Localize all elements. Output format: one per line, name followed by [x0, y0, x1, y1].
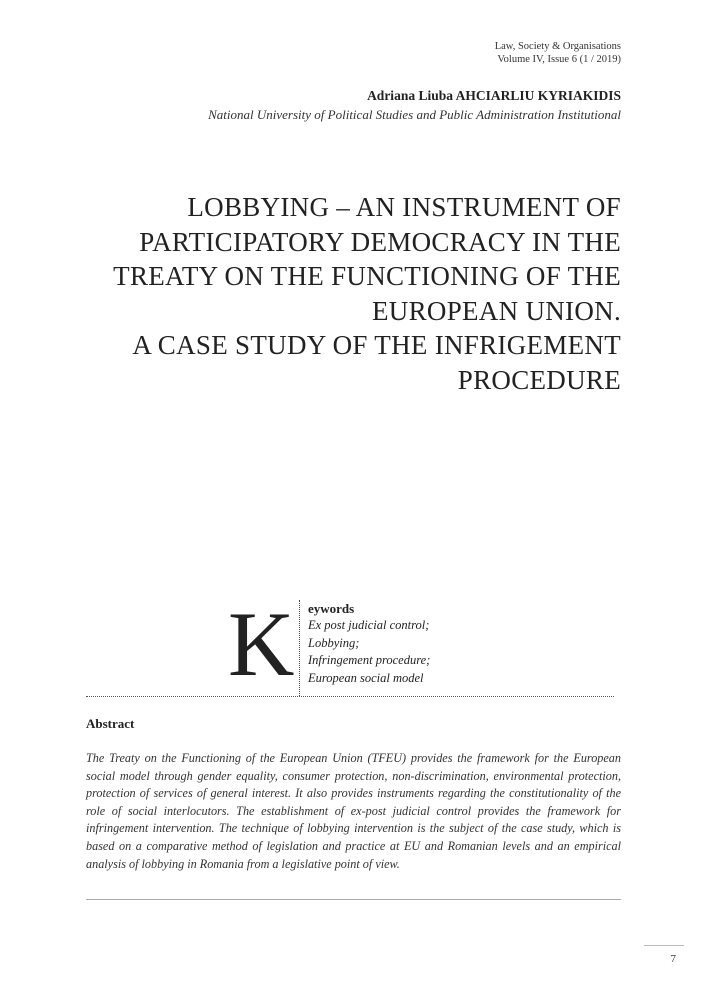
- page-number: 7: [670, 953, 676, 965]
- abstract-text: The Treaty on the Functioning of the European Union (TFEU) provides the framework for the European social model through gender equality, consumer protection, non-discrimination, environmental protection, protection of services of general interest. It also provides instruments regarding the constitutionality of the role of social interlocutors. The establishment of ex-post judicial control provides the framework for infringement intervention. The technique of lobbying intervention is the subject of the case study, which is based on a comparative method of legislation and practice at EU and Romanian levels and an empirical analysis of lobbying in Romania from a legislative point of view.: [86, 751, 621, 871]
- keyword-item: Ex post judicial control;: [308, 618, 430, 632]
- keyword-item: European social model: [308, 670, 424, 685]
- page-number-rule: [644, 945, 684, 946]
- title-line: TREATY ON THE FUNCTIONING OF THE: [113, 261, 621, 291]
- title-line: PROCEDURE: [457, 364, 621, 395]
- keywords-drop-cap: K: [228, 593, 295, 695]
- title-line: A CASE STUDY OF THE INFRIGEMENT: [132, 330, 621, 360]
- author-block: [208, 86, 621, 124]
- keyword-item: Infringement procedure;: [308, 653, 431, 667]
- keywords-divider: [299, 600, 300, 696]
- keywords-heading: eywords: [308, 601, 355, 616]
- keyword-item: Lobbying;: [308, 635, 360, 650]
- keywords-list: [308, 600, 568, 687]
- author-name: Adriana Liuba AHCIARLIU KYRIAKIDIS: [367, 88, 621, 103]
- section-divider-dotted: [86, 696, 614, 697]
- title-line: LOBBYING – AN INSTRUMENT OF: [187, 192, 621, 222]
- paper-title: [61, 190, 621, 397]
- journal-name: Law, Society & Organisations: [494, 41, 621, 52]
- footer-divider: [86, 899, 621, 900]
- title-line: EUROPEAN UNION.: [372, 295, 621, 326]
- author-affiliation: National University of Political Studies and Public Administration Institutional: [208, 107, 621, 122]
- journal-issue: Volume IV, Issue 6 (1 / 2019): [497, 54, 621, 65]
- title-line: PARTICIPATORY DEMOCRACY IN THE: [139, 226, 621, 257]
- abstract-heading: Abstract: [86, 716, 135, 731]
- journal-header: [495, 40, 621, 66]
